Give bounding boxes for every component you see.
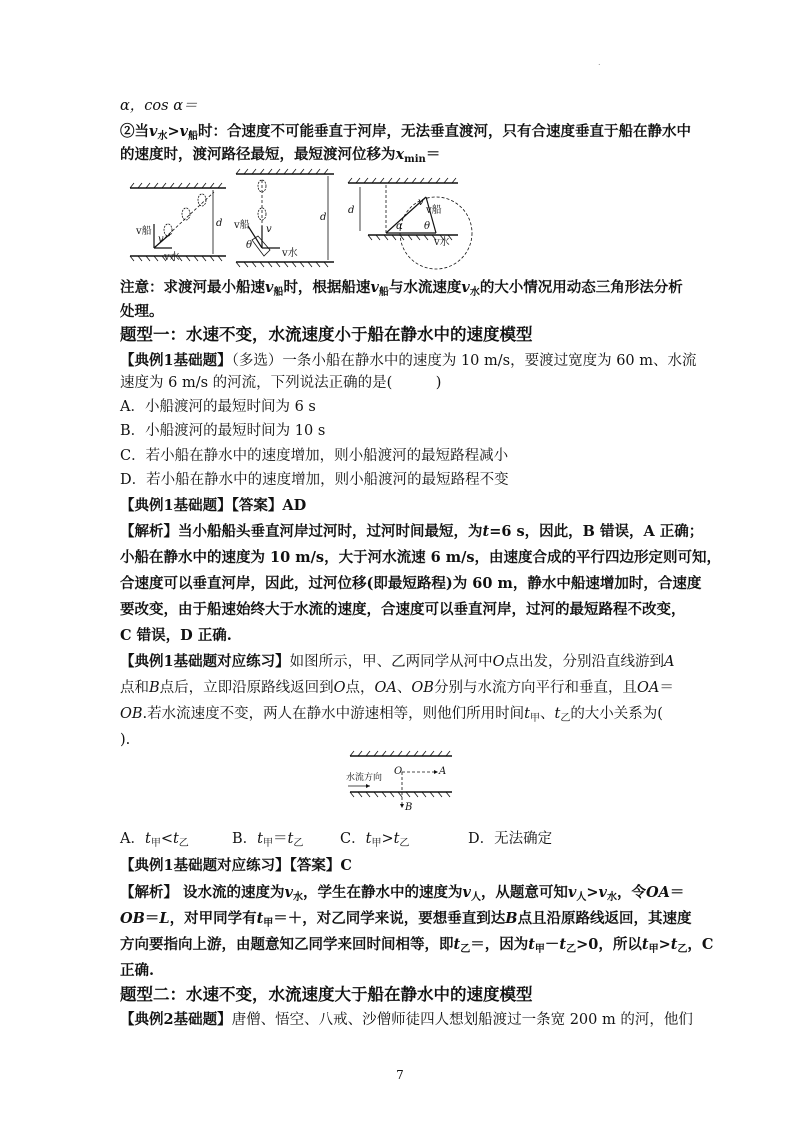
text-span: t (528, 936, 535, 953)
text-span: t (257, 831, 263, 847)
label-a: A (439, 766, 447, 777)
text-span: B．小船渡河的最短时间为 10 s (120, 423, 326, 439)
text-span: v (179, 123, 189, 140)
corner-dot: . (598, 58, 601, 67)
label-v-shui: v水 (434, 237, 450, 248)
text-span: 甲 (262, 838, 273, 849)
text-span: =6 s，因此，B 错误，A 正确； (489, 523, 704, 540)
text-span: 设水流的速度为 (178, 884, 285, 901)
text-span: OB (120, 706, 143, 722)
text-span: 甲 (648, 944, 659, 955)
text-span: OA (645, 884, 670, 901)
text-span: 水 (469, 287, 480, 298)
text-span: v (284, 884, 293, 901)
text-line (120, 1010, 693, 1030)
label-b: B (405, 802, 413, 813)
text-span: 的速度时，渡河路径最短，最短渡河位移为 (120, 146, 396, 163)
text-span: 小船在静水中的速度为 10 m/s，大于河水流速 6 m/s，由速度合成的平行四边形定则可知， (120, 549, 722, 566)
text-line (120, 935, 713, 957)
label-o: O (394, 766, 403, 777)
text-span: 合速度可以垂直河岸，因此，过河位移(即最短路程)为 60 m，静水中船速增加时，合速度 (120, 575, 702, 592)
option-c (120, 446, 508, 466)
text-span: 甲 (529, 713, 540, 724)
text-span: 甲 (371, 838, 382, 849)
text-span: 分别与水流方向平行和垂直，且 (433, 680, 637, 696)
text-span: 处理。 (120, 303, 164, 320)
text-span: ＝ (144, 910, 160, 927)
text-span: t (641, 936, 649, 953)
text-span: v (567, 884, 577, 901)
text-span: ＝，因为 (470, 936, 529, 953)
option-b (120, 421, 325, 441)
text-line (120, 626, 232, 646)
label-v-chuan: v船 (136, 226, 152, 237)
text-span: ②当 (120, 123, 149, 140)
text-span: 速度为 6 m/s 的河流，下列说法正确的是( ) (120, 375, 442, 391)
figure-dynamic-triangle (346, 175, 478, 271)
choice-b (232, 829, 303, 851)
text-line (120, 522, 703, 542)
label-d: d (348, 205, 355, 216)
text-span: 【解析】 (120, 884, 178, 901)
text-span: 题型二：水速不变，水流速度大于船在静水中的速度模型 (120, 985, 533, 1004)
text-line (120, 678, 674, 698)
text-span: 乙 (560, 713, 571, 724)
label-flow-direction: 水流方向 (346, 773, 383, 783)
text-span: v (462, 884, 471, 901)
label-v-shui: v水 (282, 248, 298, 259)
label-v: v (158, 234, 164, 245)
text-span: 船 (188, 131, 199, 142)
text-span: 船 (273, 287, 284, 298)
text-span: t (256, 910, 264, 927)
text-line (120, 574, 701, 594)
text-span: t (365, 831, 372, 847)
text-span: O (333, 680, 346, 696)
text-span: C．若小船在静水中的速度增加，则小船渡河的最短路程减小 (120, 448, 509, 464)
text-span: v (598, 884, 607, 901)
text-span: α，cos α＝ (120, 98, 198, 114)
text-line (120, 122, 691, 144)
text-line (120, 351, 697, 371)
text-span: 乙 (677, 944, 688, 955)
text-span: 时：合速度不可能垂直于河岸，无法垂直渡河，只有合速度垂直于船在静水中 (198, 123, 692, 140)
label-v-chuan: v船 (426, 205, 442, 216)
text-span: 甲 (263, 918, 274, 929)
text-span: 甲 (150, 838, 161, 849)
label-v-chuan: v船 (234, 220, 250, 231)
text-span: 如图所示，甲、乙两同学从河中 (289, 654, 493, 670)
section-heading (120, 325, 533, 345)
text-span: OA (636, 680, 660, 696)
text-span: 水 (293, 892, 303, 903)
text-span: 【典例2基础题】 (120, 1011, 232, 1028)
answer-line (120, 856, 352, 876)
text-span: 甲 (534, 944, 545, 955)
text-line (120, 302, 164, 322)
text-span: 乙 (566, 944, 577, 955)
choice-a (120, 831, 189, 847)
text-span: （多选）一条小船在静水中的速度为 10 m/s，要渡过宽度为 60 m、水流 (231, 353, 697, 369)
text-span: t (393, 831, 400, 847)
text-span: 要改变，由于船速始终大于水流的速度，合速度可以垂直河岸，过河的最短路程不改变， (120, 601, 686, 618)
text-span: B (149, 680, 160, 696)
text-span: 、 (539, 706, 555, 722)
text-span: 【典例1基础题】【答案】AD (120, 497, 307, 514)
label-theta: θ (424, 221, 431, 232)
text-span: 船 (378, 287, 389, 298)
text-span: ). (120, 732, 131, 748)
text-span: OA (374, 680, 397, 696)
label-v: v (418, 197, 424, 208)
text-span: 【典例1基础题对应练习】【答案】C (120, 857, 352, 874)
text-span: t (559, 936, 567, 953)
text-span: v (265, 279, 274, 296)
text-span: － (544, 936, 560, 953)
text-span: 人 (470, 892, 481, 903)
text-span: ＝ (659, 680, 674, 696)
text-span: 时，根据船速 (283, 279, 371, 296)
label-alpha: α (396, 221, 403, 232)
text-span: B． (232, 831, 258, 847)
text-span: < (160, 831, 173, 847)
text-span: 注意：求渡河最小船速 (120, 279, 265, 296)
figure-river-oab (340, 748, 460, 820)
text-span: 点， (345, 680, 375, 696)
text-span: O (492, 654, 505, 670)
text-span: ＝＋，对乙同学来说，要想垂直到达 (273, 910, 506, 927)
text-span: 【典例1基础题】 (120, 352, 232, 369)
text-span: 点出发，分别沿直线游到 (504, 654, 664, 670)
text-line (120, 548, 721, 568)
text-span: ，从题意可知 (480, 884, 568, 901)
text-span: t (172, 831, 179, 847)
text-span: D．若小船在静水中的速度增加，则小船渡河的最短路程不变 (120, 472, 509, 488)
text-span: t (670, 936, 678, 953)
page-number: 7 (396, 1068, 404, 1082)
text-span: min (404, 154, 426, 165)
text-span: 正确. (120, 962, 155, 979)
text-span: 乙 (293, 838, 304, 849)
label-d: d (216, 218, 223, 229)
text-span: v (149, 123, 158, 140)
text-span: C． (340, 831, 366, 847)
text-span: 乙 (399, 838, 410, 849)
text-span: ，令 (616, 884, 646, 901)
text-span: OB (120, 910, 145, 927)
text-span: 乙 (460, 944, 471, 955)
text-span: ，对甲同学有 (169, 910, 257, 927)
text-span: A (663, 654, 675, 670)
text-line (120, 278, 683, 300)
text-span: 与水流速度 (388, 279, 462, 296)
figure-min-path (232, 166, 338, 270)
figure-min-time (128, 178, 228, 268)
choice-d (468, 829, 552, 849)
text-line (120, 600, 686, 620)
choice-row (120, 829, 189, 851)
text-span: ，学生在静水中的速度为 (303, 884, 463, 901)
text-span: 方向要指向上游，由题意知乙同学来回时间相等，即 (120, 936, 454, 953)
text-span: 【解析】 (120, 523, 178, 540)
text-line (120, 652, 674, 672)
text-span: 点后，立即沿原路线返回到 (159, 680, 334, 696)
text-span: > (167, 123, 180, 140)
text-span: B (505, 910, 518, 927)
text-span: .若水流速度不变，两人在静水中游速相等，则他们所用时间 (142, 706, 525, 722)
text-span: 水 (606, 892, 617, 903)
text-span: v (370, 279, 379, 296)
label-d: d (320, 212, 327, 223)
text-span: t (482, 523, 490, 540)
label-theta: θ (246, 240, 253, 251)
text-span: 的大小关系为( (570, 706, 663, 722)
text-span: t (554, 706, 561, 722)
text-span: A． (120, 831, 145, 847)
text-span: ＝ (425, 146, 441, 163)
text-span: 当小船船头垂直河岸过河时，过河时间最短，为 (178, 523, 483, 540)
text-span: C 错误，D 正确. (120, 627, 232, 644)
text-span: t (144, 831, 151, 847)
text-span: > (381, 831, 394, 847)
text-span: 乙 (178, 838, 189, 849)
option-a (120, 397, 316, 417)
text-span: t (453, 936, 461, 953)
text-span: ＝ (272, 831, 288, 847)
text-span: 【典例1基础题对应练习】 (120, 653, 290, 670)
text-span: t (287, 831, 294, 847)
label-v: v (266, 224, 272, 235)
text-span: OB (411, 680, 434, 696)
text-span: v (461, 279, 470, 296)
text-span: ，C (687, 936, 714, 953)
text-span: x (395, 146, 405, 163)
answer-line (120, 496, 306, 516)
choice-c (340, 829, 409, 851)
text-span: 水 (157, 131, 168, 142)
text-span: > (658, 936, 671, 953)
label-v-shui: v水 (164, 252, 180, 263)
text-span: ＝ (669, 884, 685, 901)
text-span: > (586, 884, 599, 901)
text-line (120, 909, 692, 931)
text-span: >0，所以 (576, 936, 642, 953)
text-span: t (524, 706, 530, 722)
text-line (120, 961, 154, 981)
text-span: 题型一：水速不变，水流速度小于船在静水中的速度模型 (120, 325, 533, 344)
text-line (120, 730, 130, 750)
section-heading (120, 985, 533, 1005)
text-span: 、 (396, 680, 412, 696)
text-span: L (159, 910, 170, 927)
text-line (120, 704, 663, 726)
text-span: 唐僧、悟空、八戒、沙僧师徒四人想划船渡过一条宽 200 m 的河，他们 (231, 1012, 693, 1028)
text-span: 点且沿原路线返回，其速度 (517, 910, 692, 927)
text-span: D．无法确定 (468, 831, 553, 847)
text-span: 的大小情况用动态三角形法分析 (479, 279, 683, 296)
text-span: 点和 (120, 680, 149, 696)
text-line (120, 883, 684, 905)
text-line (120, 145, 440, 167)
text-line (120, 373, 441, 393)
option-d (120, 470, 509, 490)
text-span: 人 (576, 892, 587, 903)
text-line (120, 96, 197, 116)
text-span: A．小船渡河的最短时间为 6 s (120, 399, 316, 415)
